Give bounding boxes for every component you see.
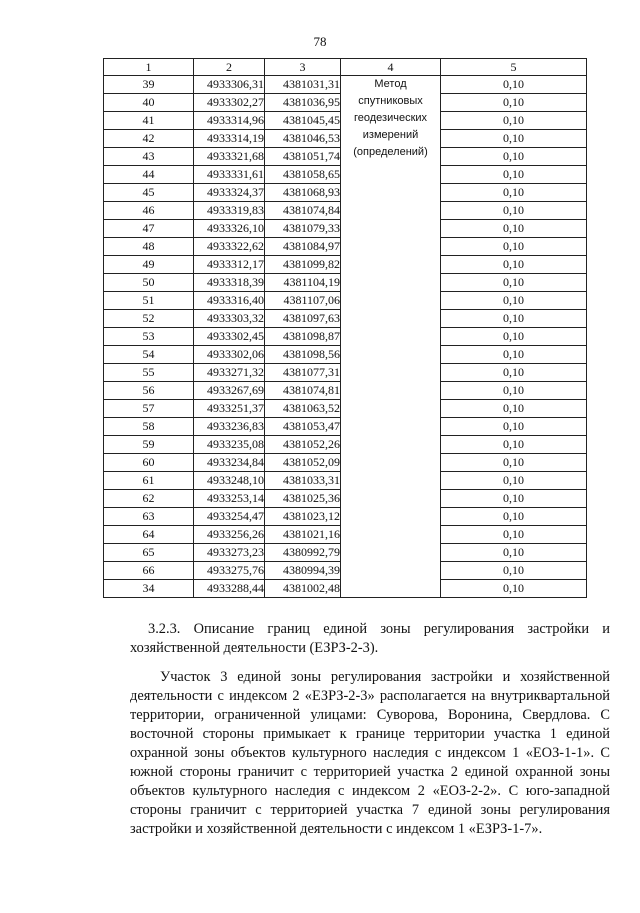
cell-y: 4381107,06 [265, 292, 341, 310]
cell-x: 4933316,40 [194, 292, 265, 310]
page-number: 78 [313, 34, 327, 49]
cell-num: 42 [104, 130, 194, 148]
cell-dev: 0,10 [441, 112, 587, 130]
cell-y: 4381021,16 [265, 526, 341, 544]
cell-y: 4381025,36 [265, 490, 341, 508]
cell-x: 4933235,08 [194, 436, 265, 454]
cell-dev: 0,10 [441, 418, 587, 436]
cell-num: 58 [104, 418, 194, 436]
header-cell: 4 [341, 59, 441, 76]
cell-dev: 0,10 [441, 130, 587, 148]
cell-num: 48 [104, 238, 194, 256]
cell-x: 4933319,83 [194, 202, 265, 220]
cell-dev: 0,10 [441, 490, 587, 508]
cell-y: 4381045,45 [265, 112, 341, 130]
cell-x: 4933254,47 [194, 508, 265, 526]
cell-x: 4933314,96 [194, 112, 265, 130]
cell-num: 61 [104, 472, 194, 490]
cell-dev: 0,10 [441, 364, 587, 382]
cell-y: 4381099,82 [265, 256, 341, 274]
cell-x: 4933273,23 [194, 544, 265, 562]
cell-num: 60 [104, 454, 194, 472]
cell-num: 62 [104, 490, 194, 508]
cell-x: 4933234,84 [194, 454, 265, 472]
cell-y: 4381079,33 [265, 220, 341, 238]
cell-y: 4381104,19 [265, 274, 341, 292]
header-cell: 3 [265, 59, 341, 76]
cell-num: 43 [104, 148, 194, 166]
cell-y: 4380994,39 [265, 562, 341, 580]
cell-dev: 0,10 [441, 166, 587, 184]
cell-x: 4933256,26 [194, 526, 265, 544]
cell-num: 54 [104, 346, 194, 364]
cell-x: 4933236,83 [194, 418, 265, 436]
header-cell: 1 [104, 59, 194, 76]
coordinates-table [103, 58, 587, 598]
cell-dev: 0,10 [441, 382, 587, 400]
cell-x: 4933324,37 [194, 184, 265, 202]
cell-y: 4381052,09 [265, 454, 341, 472]
cell-y: 4381098,56 [265, 346, 341, 364]
cell-dev: 0,10 [441, 436, 587, 454]
cell-dev: 0,10 [441, 454, 587, 472]
section-text [130, 620, 610, 849]
cell-num: 50 [104, 274, 194, 292]
cell-x: 4933251,37 [194, 400, 265, 418]
cell-num: 40 [104, 94, 194, 112]
cell-y: 4381002,48 [265, 580, 341, 598]
cell-dev: 0,10 [441, 220, 587, 238]
cell-x: 4933302,27 [194, 94, 265, 112]
header-cell: 2 [194, 59, 265, 76]
cell-dev: 0,10 [441, 580, 587, 598]
cell-num: 56 [104, 382, 194, 400]
cell-dev: 0,10 [441, 508, 587, 526]
cell-dev: 0,10 [441, 562, 587, 580]
cell-num: 34 [104, 580, 194, 598]
cell-x: 4933321,68 [194, 148, 265, 166]
cell-dev: 0,10 [441, 202, 587, 220]
cell-dev: 0,10 [441, 292, 587, 310]
table-row [104, 76, 587, 94]
cell-num: 64 [104, 526, 194, 544]
cell-dev: 0,10 [441, 238, 587, 256]
cell-y: 4380992,79 [265, 544, 341, 562]
cell-x: 4933312,17 [194, 256, 265, 274]
cell-num: 63 [104, 508, 194, 526]
cell-x: 4933322,62 [194, 238, 265, 256]
cell-dev: 0,10 [441, 544, 587, 562]
cell-num: 44 [104, 166, 194, 184]
cell-num: 65 [104, 544, 194, 562]
cell-y: 4381074,84 [265, 202, 341, 220]
cell-num: 47 [104, 220, 194, 238]
cell-y: 4381031,31 [265, 76, 341, 94]
cell-dev: 0,10 [441, 148, 587, 166]
table-header [104, 59, 587, 76]
cell-x: 4933326,10 [194, 220, 265, 238]
cell-dev: 0,10 [441, 184, 587, 202]
cell-x: 4933253,14 [194, 490, 265, 508]
cell-num: 55 [104, 364, 194, 382]
cell-num: 59 [104, 436, 194, 454]
cell-num: 39 [104, 76, 194, 94]
header-cell: 5 [441, 59, 587, 76]
cell-x: 4933314,19 [194, 130, 265, 148]
cell-num: 41 [104, 112, 194, 130]
cell-y: 4381097,63 [265, 310, 341, 328]
cell-x: 4933318,39 [194, 274, 265, 292]
cell-y: 4381098,87 [265, 328, 341, 346]
cell-y: 4381051,74 [265, 148, 341, 166]
cell-y: 4381036,95 [265, 94, 341, 112]
cell-num: 49 [104, 256, 194, 274]
cell-dev: 0,10 [441, 76, 587, 94]
cell-y: 4381033,31 [265, 472, 341, 490]
cell-num: 46 [104, 202, 194, 220]
cell-dev: 0,10 [441, 400, 587, 418]
cell-y: 4381058,65 [265, 166, 341, 184]
cell-dev: 0,10 [441, 94, 587, 112]
cell-y: 4381063,52 [265, 400, 341, 418]
cell-x: 4933275,76 [194, 562, 265, 580]
cell-x: 4933288,44 [194, 580, 265, 598]
cell-y: 4381053,47 [265, 418, 341, 436]
cell-y: 4381052,26 [265, 436, 341, 454]
cell-y: 4381074,81 [265, 382, 341, 400]
cell-dev: 0,10 [441, 274, 587, 292]
cell-x: 4933302,45 [194, 328, 265, 346]
cell-dev: 0,10 [441, 256, 587, 274]
cell-dev: 0,10 [441, 472, 587, 490]
cell-x: 4933331,61 [194, 166, 265, 184]
cell-x: 4933271,32 [194, 364, 265, 382]
cell-num: 66 [104, 562, 194, 580]
cell-num: 52 [104, 310, 194, 328]
cell-dev: 0,10 [441, 328, 587, 346]
cell-y: 4381084,97 [265, 238, 341, 256]
cell-x: 4933306,31 [194, 76, 265, 94]
cell-num: 53 [104, 328, 194, 346]
cell-num: 57 [104, 400, 194, 418]
cell-x: 4933302,06 [194, 346, 265, 364]
cell-num: 45 [104, 184, 194, 202]
section-heading: 3.2.3. Описание границ единой зоны регулирования застройки и хозяйственной деятельности (ЕЗРЗ-2-3). [130, 621, 610, 656]
cell-y: 4381077,31 [265, 364, 341, 382]
table-body [104, 76, 587, 598]
cell-num: 51 [104, 292, 194, 310]
cell-dev: 0,10 [441, 526, 587, 544]
cell-x: 4933267,69 [194, 382, 265, 400]
method-cell: Метод спутниковых геодезических измерений (определений) [341, 76, 441, 598]
cell-dev: 0,10 [441, 346, 587, 364]
cell-x: 4933303,32 [194, 310, 265, 328]
cell-y: 4381068,93 [265, 184, 341, 202]
section-paragraph: Участок 3 единой зоны регулирования застройки и хозяйственной деятельности с индексом 2 «ЕЗРЗ-2-3» располагается на внутриквартальной территории, ограниченной улицами: Суворова, Воронина, Свердлова. С восточной стороны примыкает к границе территории участка 1 единой охранной зоны объектов культурного наследия с индексом 1 «ЕОЗ-1-1». С южной стороны граничит с территорией участка 2 единой охранной зоны объектов культурного наследия с индексом 2 «ЕОЗ-2-2». С юго-западной стороны граничит с территорией участка 7 единой зоны регулирования застройки и хозяйственной деятельности с индексом 1 «ЕЗРЗ-1-7». [130, 669, 610, 837]
cell-y: 4381023,12 [265, 508, 341, 526]
cell-dev: 0,10 [441, 310, 587, 328]
cell-y: 4381046,53 [265, 130, 341, 148]
cell-x: 4933248,10 [194, 472, 265, 490]
